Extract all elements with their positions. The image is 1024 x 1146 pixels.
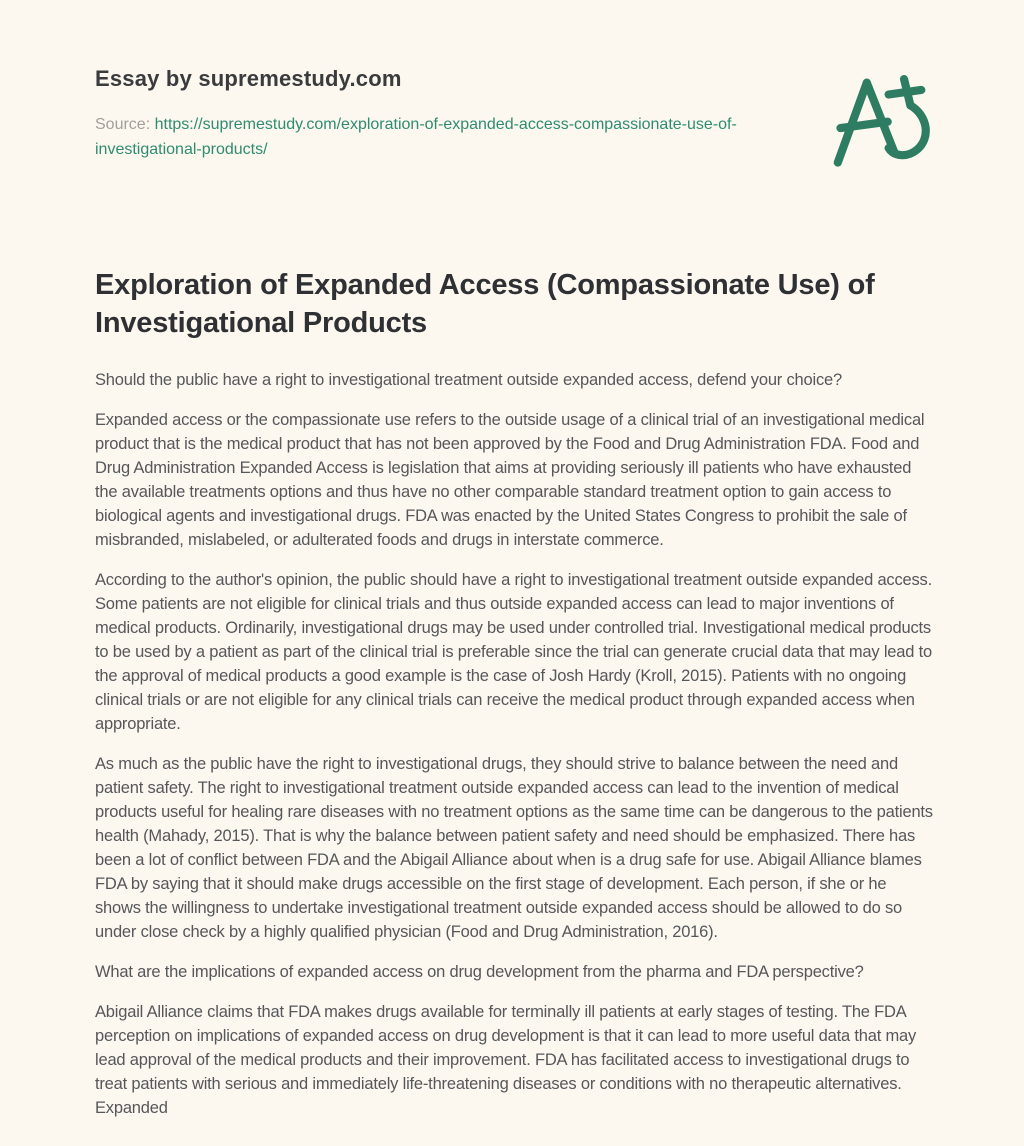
source-label: Source:: [95, 116, 155, 133]
essay-title: Exploration of Expanded Access (Compassionate Use) of Investigational Products: [95, 269, 875, 339]
essay-paragraph: According to the author's opinion, the public should have a right to investigational treatment outside expanded access. Some patients are not eligible for clinical trials and thus outside expanded access can lead to major inventions of medical products. Ordinarily, investigational drugs may be used under controlled trial. Investigational medical products to be used by a patient as part of the clinical trial is preferable since the trial can generate crucial data that may lead to the approval of medical products a good example is the case of Josh Hardy (Kroll, 2015). Patients with no ongoing clinical trials or are not eligible for any clinical trials can receive the medical product through expanded access when appropriate.: [95, 571, 932, 733]
source-line: [95, 112, 763, 162]
site-title: Essay by supremestudy.com: [95, 66, 402, 91]
essay-paragraph: Expanded access or the compassionate use refers to the outside usage of a clinical trial of an investigational medical product that is the medical product that has not been approved by the Food and Drug Administration FDA. Food and Drug Administration Expanded Access is legislation that aims at providing seriously ill patients who have exhausted the available treatments options and thus have no other comparable standard treatment option to gain access to biological agents and investigational drugs. FDA was enacted by the United States Congress to prohibit the sale of misbranded, mislabeled, or adulterated foods and drugs in interstate commerce.: [95, 411, 925, 549]
essay-paragraph-truncated: Abigail Alliance claims that FDA makes drugs available for terminally ill patients at early stages of testing. The FDA perception on implications of expanded access on drug development is that it can lead to more useful data that may lead approval of the medical products and their improvement. FDA has facilitated access to investigational drugs to treat patients with serious and immediately life-threatening diseases or conditions with no therapeutic alternatives. Expanded: [95, 1003, 917, 1117]
essay-body: [95, 266, 936, 1120]
essay-paragraph: As much as the public have the right to investigational drugs, they should strive to balance between the need and patient safety. The right to investigational treatment outside expanded access can lead to the invention of medical products useful for healing rare diseases with no treatment options as the same time can be dangerous to the patients health (Mahady, 2015). That is why the balance between patient safety and need should be emphasized. There has been a lot of conflict between FDA and the Abigail Alliance about when is a drug safe for use. Abigail Alliance blames FDA by saying that it should make drugs accessible on the first stage of development. Each person, if she or he shows the willingness to undertake investigational treatment outside expanded access should be allowed to do so under close check by a highly qualified physician (Food and Drug Administration, 2016).: [95, 755, 933, 941]
document-header: [95, 60, 936, 170]
header-text-block: [95, 60, 763, 162]
a-plus-logo-icon: [816, 68, 934, 170]
source-link[interactable]: https://supremestudy.com/exploration-of-expanded-access-compassionate-use-of-investigational-products/: [95, 116, 737, 158]
essay-paragraph-question-1: Should the public have a right to investigational treatment outside expanded access, defend your choice?: [95, 371, 842, 389]
essay-paragraph-question-2: What are the implications of expanded access on drug development from the pharma and FDA perspective?: [95, 963, 864, 981]
supremestudy-logo: [816, 68, 934, 170]
